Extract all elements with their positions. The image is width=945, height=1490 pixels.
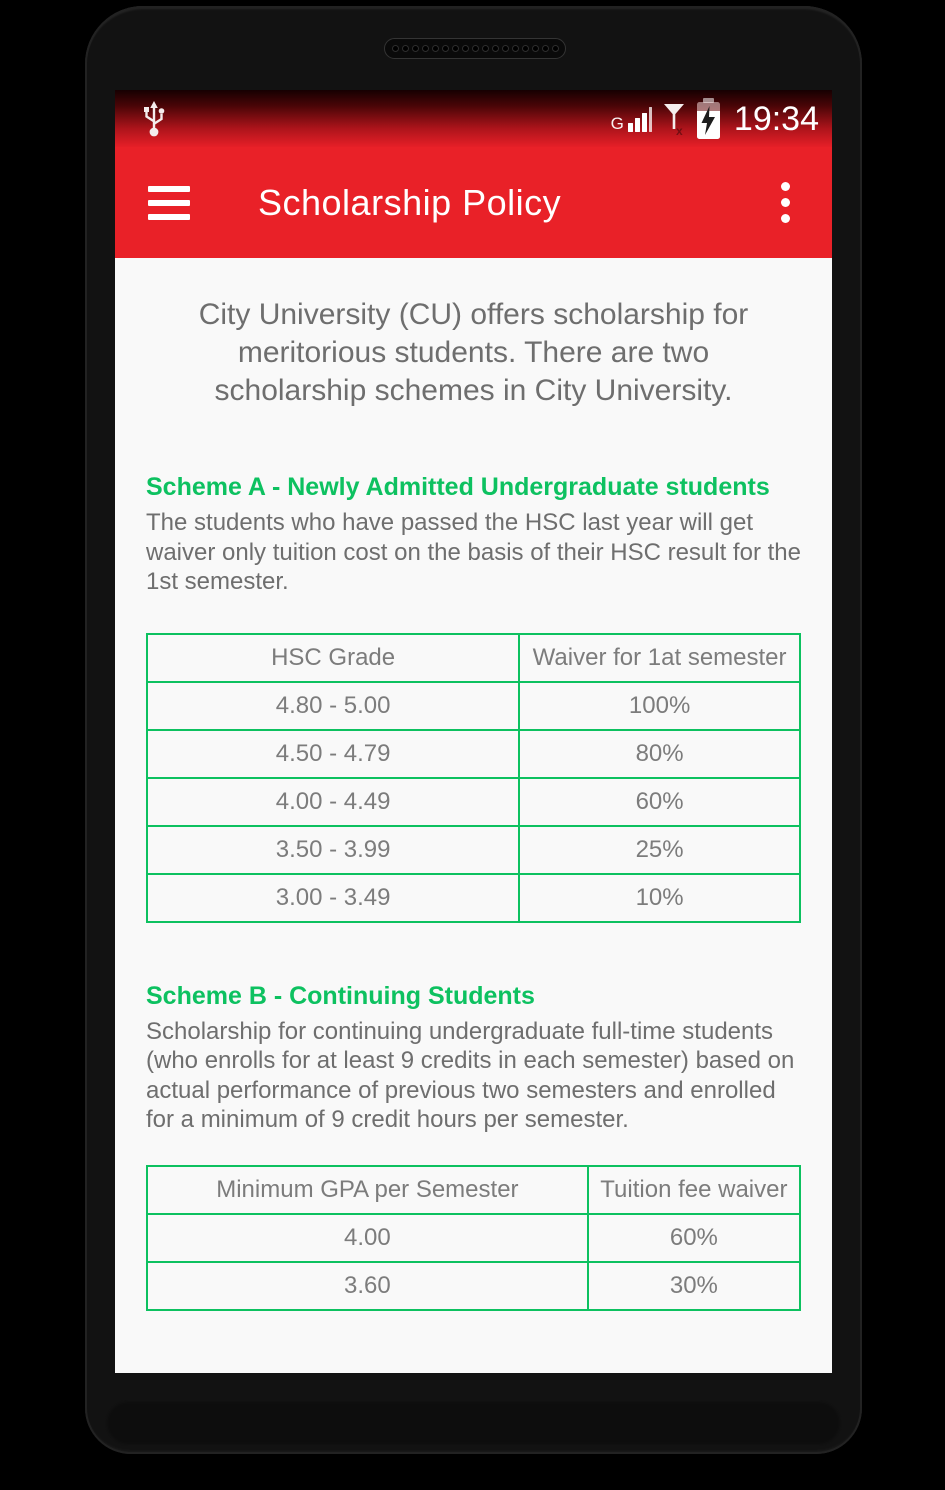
table-cell: 4.80 - 5.00 — [147, 682, 519, 730]
table-cell: 30% — [588, 1262, 800, 1310]
scheme-b-table — [146, 1165, 801, 1311]
kebab-icon — [781, 182, 790, 191]
usb-icon — [141, 100, 167, 138]
antenna-x-icon — [661, 102, 687, 136]
table-row — [147, 1214, 800, 1262]
table-cell: 4.00 - 4.49 — [147, 778, 519, 826]
scheme-a-description: The students who have passed the HSC last year will get waiver only tuition cost on the basis of their HSC result for the 1st semester. — [146, 509, 801, 595]
table-header-row — [147, 1166, 800, 1214]
status-bar — [115, 90, 832, 147]
column-header: Minimum GPA per Semester — [147, 1166, 588, 1214]
column-header: HSC Grade — [147, 634, 519, 682]
menu-button[interactable] — [148, 186, 190, 220]
table-row — [147, 874, 800, 922]
app-bar — [115, 147, 832, 258]
table-cell: 60% — [519, 778, 800, 826]
table-header-row — [147, 634, 800, 682]
table-cell: 80% — [519, 730, 800, 778]
table-cell: 3.60 — [147, 1262, 588, 1310]
svg-text:x: x — [675, 123, 683, 136]
cell-signal-icon — [611, 106, 652, 132]
scheme-a-section — [146, 472, 801, 923]
table-row — [147, 682, 800, 730]
scheme-b-description: Scholarship for continuing undergraduate full-time students (who enrolls for at least 9 credits in each semester) based on actual performance of previous two semesters and enrolled for a minimum of 9 credit hours per semester. — [146, 1017, 795, 1133]
app-bar-title: Scholarship Policy — [258, 181, 562, 223]
table-cell: 25% — [519, 826, 800, 874]
overflow-menu-button[interactable] — [775, 178, 796, 227]
scheme-a-table — [146, 633, 801, 923]
speaker-grille-icon — [384, 38, 566, 59]
table-cell: 4.00 — [147, 1214, 588, 1262]
table-row — [147, 826, 800, 874]
table-cell: 3.00 - 3.49 — [147, 874, 519, 922]
table-cell: 100% — [519, 682, 800, 730]
table-cell: 4.50 - 4.79 — [147, 730, 519, 778]
content-scroll-area[interactable] — [115, 296, 832, 1311]
scheme-b-section — [146, 981, 801, 1311]
scheme-b-heading: Scheme B - Continuing Students — [146, 981, 535, 1010]
table-cell: 60% — [588, 1214, 800, 1262]
table-cell: 10% — [519, 874, 800, 922]
phone-frame — [85, 6, 862, 1454]
intro-text: City University (CU) offers scholarship for meritorious students. There are two scholarship schemes in City University. — [198, 298, 749, 407]
table-cell: 3.50 - 3.99 — [147, 826, 519, 874]
status-time: 19:34 — [733, 99, 819, 138]
network-type-label: G — [610, 113, 624, 133]
hamburger-icon — [148, 186, 190, 192]
column-header: Tuition fee waiver — [588, 1166, 800, 1214]
column-header: Waiver for 1at semester — [519, 634, 800, 682]
screen — [115, 90, 832, 1373]
battery-charging-icon — [696, 98, 721, 140]
table-row — [147, 730, 800, 778]
table-row — [147, 778, 800, 826]
scheme-a-heading: Scheme A - Newly Admitted Undergraduate students — [146, 473, 770, 501]
table-row — [147, 1262, 800, 1310]
